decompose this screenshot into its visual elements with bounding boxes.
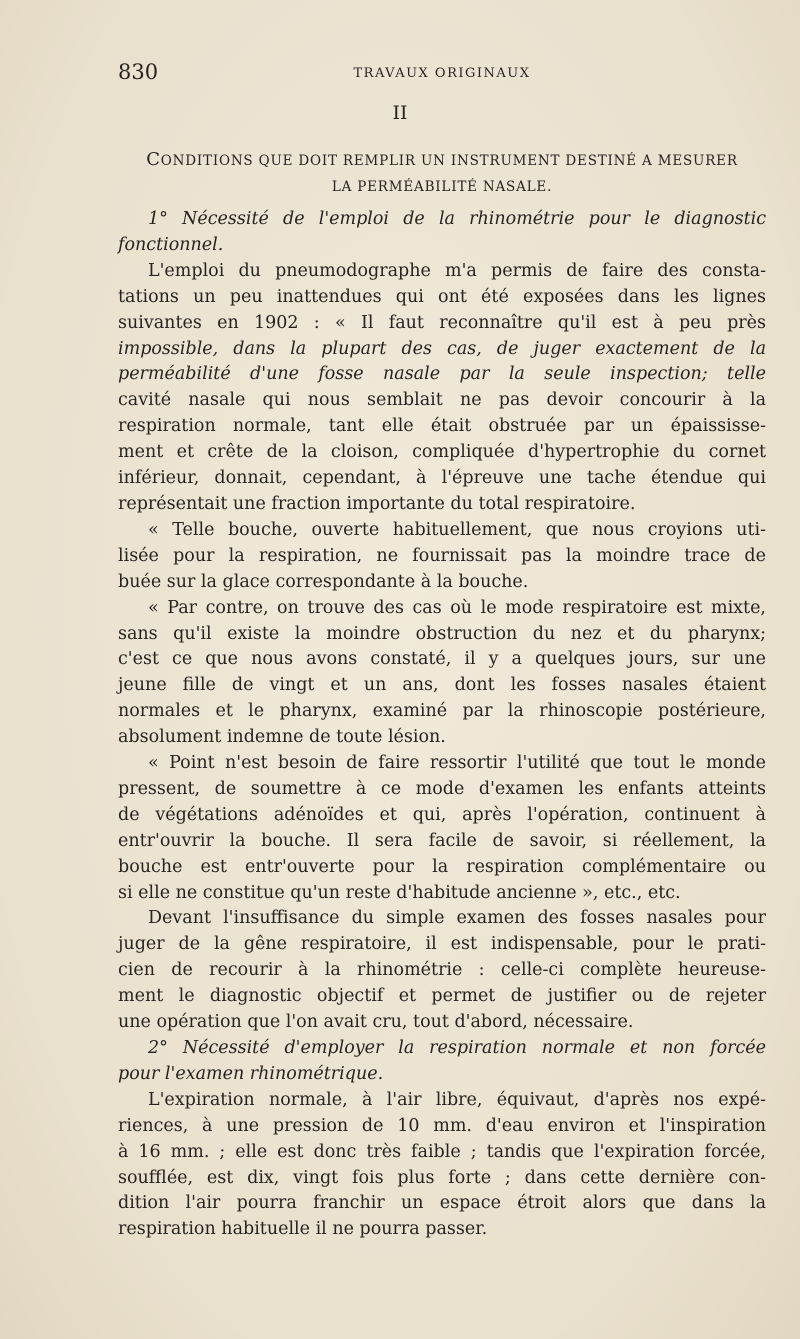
paragraph-line: « Telle bouche, ouverte habituellement, que nous croyions uti- bbox=[148, 519, 766, 540]
page-number: 830 bbox=[118, 60, 159, 84]
paragraph-line: respiration habituelle il ne pourra passer. bbox=[118, 1219, 488, 1240]
paragraph-line: normales et le pharynx, examiné par la rhinoscopie postérieure, bbox=[118, 701, 766, 722]
paragraph-line: inférieur, donnait, cependant, à l'épreuve une tache étendue qui bbox=[118, 468, 766, 489]
section-title-line-2: LA PERMÉABILITÉ NASALE. bbox=[331, 179, 553, 195]
paragraph-line: « Par contre, on trouve des cas où le mode respiratoire est mixte, bbox=[148, 597, 766, 618]
paragraph-line: représentait une fraction importante du total respiratoire. bbox=[118, 493, 636, 514]
paragraph-line: c'est ce que nous avons constaté, il y a quelques jours, sur une bbox=[118, 649, 766, 670]
page-header bbox=[118, 60, 766, 90]
section-title bbox=[118, 147, 766, 200]
paragraph-line: L'emploi du pneumodographe m'a permis de faire des consta- bbox=[148, 260, 766, 281]
paragraph-line: Devant l'insuffisance du simple examen des fosses nasales pour bbox=[148, 908, 766, 929]
subheading-2-line-2: pour l'examen rhinométrique. bbox=[118, 1063, 384, 1084]
paragraph-line: perméabilité d'une fosse nasale par la seule inspection; telle bbox=[118, 364, 766, 385]
paragraph-line: bouche est entr'ouverte pour la respiration complémentaire ou bbox=[118, 856, 766, 877]
paragraph-line: à 16 mm. ; elle est donc très faible ; tandis que l'expiration forcée, bbox=[118, 1141, 766, 1162]
section-title-line-1: CONDITIONS QUE DOIT REMPLIR UN INSTRUMENT DESTINÉ A MESURER bbox=[146, 149, 738, 170]
paragraph-line: juger de la gêne respiratoire, il est indispensable, pour le prati- bbox=[118, 934, 766, 955]
running-head: TRAVAUX ORIGINAUX bbox=[353, 66, 531, 81]
subheading-1-line-2: fonctionnel. bbox=[118, 234, 224, 255]
paragraph-line: lisée pour la respiration, ne fournissait pas la moindre trace de bbox=[118, 545, 766, 566]
section-number: II bbox=[392, 102, 408, 124]
body-text bbox=[118, 207, 766, 1243]
paragraph-line: respiration normale, tant elle était obstruée par un épaississe- bbox=[118, 416, 766, 437]
paragraph-line: tations un peu inattendues qui ont été exposées dans les lignes bbox=[118, 286, 766, 307]
paragraph-line: buée sur la glace correspondante à la bouche. bbox=[118, 571, 529, 592]
paragraph-line: soufflée, est dix, vingt fois plus forte ; dans cette dernière con- bbox=[118, 1167, 766, 1188]
paragraph-line: L'expiration normale, à l'air libre, équivaut, d'après nos expé- bbox=[148, 1089, 766, 1110]
paragraph-line: de végétations adénoïdes et qui, après l'opération, continuent à bbox=[118, 804, 766, 825]
paragraph-line: ment et crête de la cloison, compliquée d'hypertrophie du cornet bbox=[118, 442, 766, 463]
paragraph-line: absolument indemne de toute lésion. bbox=[118, 727, 446, 748]
paragraph-line: suivantes en 1902 : « Il faut reconnaître qu'il est à peu près bbox=[118, 312, 766, 333]
paragraph-line: « Point n'est besoin de faire ressortir l'utilité que tout le monde bbox=[148, 753, 766, 774]
paragraph-line: sans qu'il existe la moindre obstruction du nez et du pharynx; bbox=[118, 623, 766, 644]
paragraph-line: une opération que l'on avait cru, tout d'abord, nécessaire. bbox=[118, 1012, 634, 1033]
paragraph-line: si elle ne constitue qu'un reste d'habitude ancienne », etc., etc. bbox=[118, 882, 681, 903]
paragraph-line: cavité nasale qui nous semblait ne pas devoir concourir à la bbox=[118, 390, 766, 411]
paragraph-line: cien de recourir à la rhinométrie : celle-ci complète heureuse- bbox=[118, 960, 766, 981]
paragraph-line: jeune fille de vingt et un ans, dont les fosses nasales étaient bbox=[118, 675, 766, 696]
paragraph-line: impossible, dans la plupart des cas, de juger exactement de la bbox=[118, 338, 766, 359]
paragraph-line: entr'ouvrir la bouche. Il sera facile de savoir, si réellement, la bbox=[118, 830, 766, 851]
paragraph-line: riences, à une pression de 10 mm. d'eau environ et l'inspiration bbox=[118, 1115, 766, 1136]
paragraph-line: pressent, de soumettre à ce mode d'examen les enfants atteints bbox=[118, 778, 766, 799]
subheading-2-line-1: 2° Nécessité d'employer la respiration normale et non forcée bbox=[148, 1038, 766, 1058]
subheading-1-line-1: 1° Nécessité de l'emploi de la rhinométrie pour le diagnostic bbox=[148, 209, 766, 229]
paragraph-line: ment le diagnostic objectif et permet de justifier ou de rejeter bbox=[118, 986, 766, 1007]
paragraph-line: dition l'air pourra franchir un espace étroit alors que dans la bbox=[118, 1193, 766, 1214]
